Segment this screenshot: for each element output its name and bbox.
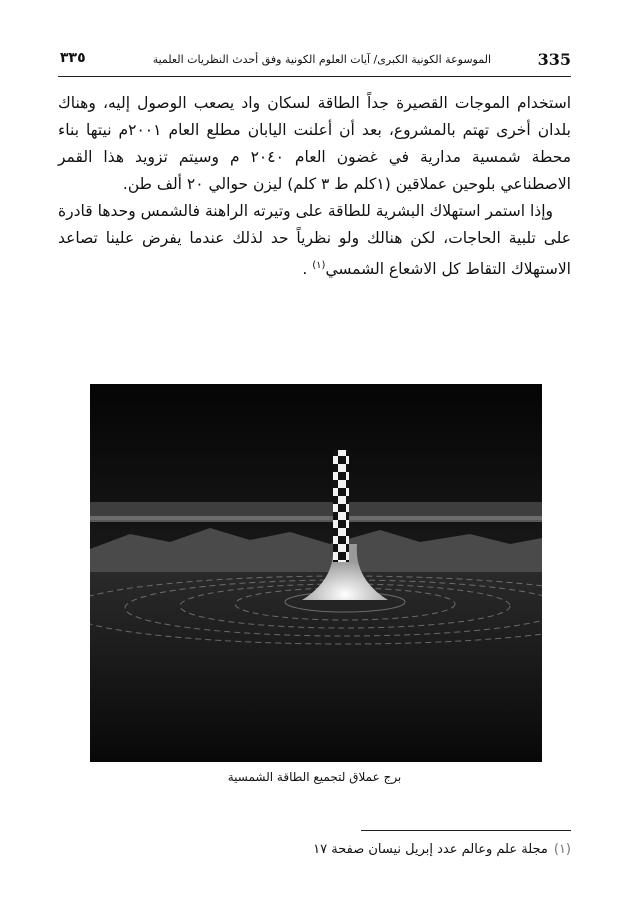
paragraph-2-text: وإذا استمر استهلاك البشرية للطاقة على وتيرته الراهنة فالشمس وحدها قادرة على تلبية الحاجات، لكن هنالك ولو نظرياً حد لذلك عندما يفرض علينا تصاعد الاستهلاك التقاط كل الاشعاع الشمسي [58, 202, 571, 279]
paragraph-2 [58, 198, 571, 283]
running-title: الموسوعة الكونية الكبرى/ آيات العلوم الكونية وفق أحدث النظريات العلمية [152, 53, 491, 66]
figure-caption: برج عملاق لتجميع الطاقة الشمسية [227, 770, 402, 784]
solar-tower-figure [90, 384, 542, 762]
body-text [58, 90, 571, 283]
running-header [58, 50, 571, 77]
footnote [58, 842, 571, 857]
footnote-reference: (١) [312, 260, 326, 271]
footnote-rule [361, 830, 571, 831]
solar-tower-image [90, 384, 542, 762]
page-number-latin: 335 [537, 50, 571, 69]
paragraph-1: استخدام الموجات القصيرة جداً الطاقة لسكان واد يصعب الوصول إليه، وهناك بلدان أخرى تهتم بالمشروع، بعد أن أعلنت اليابان مطلع العام ٢٠٠١م نيتها بناء محطة شمسية مدارية في غضون العام ٢٠٤٠ م وسيتم تزويد هذا القمر الاصطناعي بلوحين عملاقين (١كلم ط ٣ كلم) ليزن حوالي ٢٠ ألف طن. [58, 94, 571, 193]
footnote-text: مجلة علم وعالم عدد إبريل نيسان صفحة ١٧ [313, 842, 548, 857]
page-number-arabic: ٣٣٥ [60, 50, 86, 66]
footnote-marker: (١) [553, 842, 571, 857]
paragraph-2-end: . [302, 260, 308, 279]
